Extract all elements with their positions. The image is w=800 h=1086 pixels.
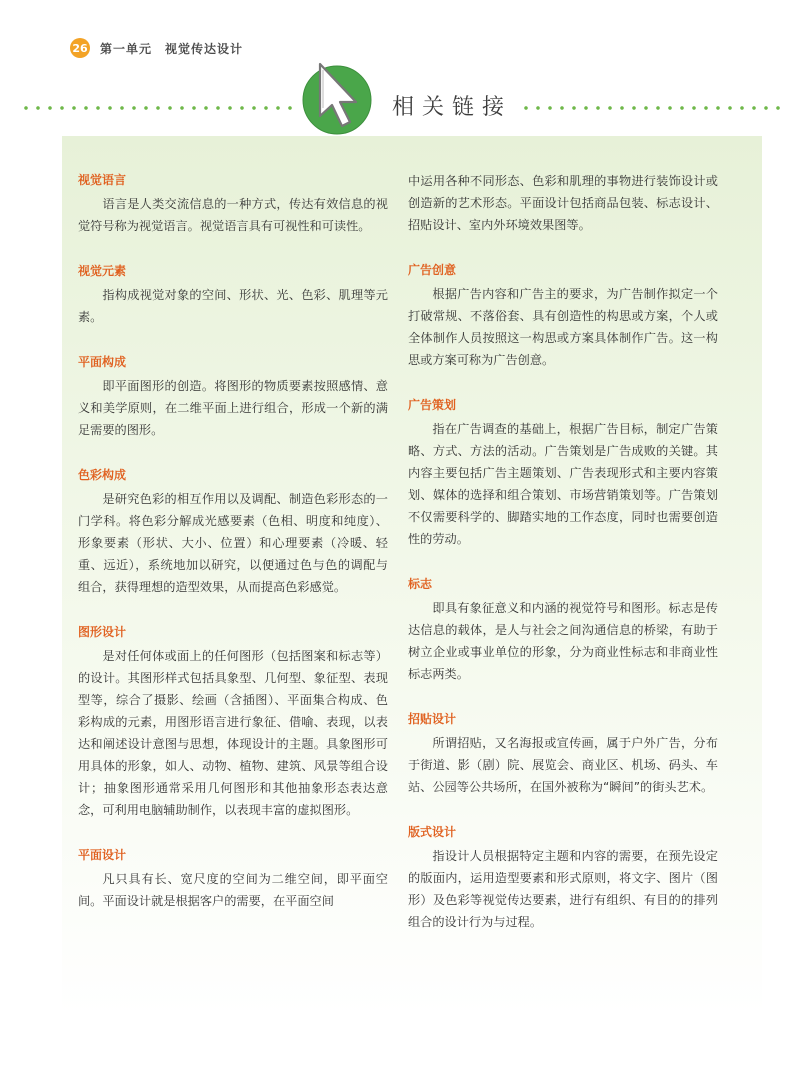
- term-plane-design: [78, 845, 388, 912]
- term-body: 指设计人员根据特定主题和内容的需要，在预先设定的版面内，运用造型要素和形式原则，将文字、图片（图形）及色彩等视觉传达要素，进行有组织、有目的的排列组合的设计行为与过程。: [408, 849, 718, 929]
- term-body: 指在广告调查的基础上，根据广告目标，制定广告策略、方式、方法的活动。广告策划是广告成败的关键。其内容主要包括广告主题策划、广告表现形式和主要内容策划、媒体的选择和组合策划、市场营销策划等。广告策划不仅需要科学的、脚踏实地的工作态度，同时也需要创造性的劳动。: [408, 422, 718, 546]
- term-body: 指构成视觉对象的空间、形状、光、色彩、肌理等元素。: [78, 288, 388, 324]
- term-visual-elements: [78, 261, 388, 328]
- term-body: 所谓招贴，又名海报或宣传画，属于户外广告，分布于街道、影（剧）院、展览会、商业区、机场、码头、车站、公园等公共场所，在国外被称为“瞬间”的街头艺术。: [408, 736, 718, 794]
- term-layout-design: [408, 822, 718, 933]
- term-title: 版式设计: [408, 825, 457, 839]
- term-title: 视觉语言: [78, 173, 127, 187]
- term-plane-design-continued: [408, 170, 718, 236]
- term-logo: [408, 574, 718, 685]
- term-title: 标志: [408, 577, 433, 591]
- term-body: 即具有象征意义和内涵的视觉符号和图形。标志是传达信息的载体，是人与社会之间沟通信息的桥梁，有助于树立企业或事业单位的形象，分为商业性标志和非商业性标志两类。: [408, 601, 718, 681]
- term-ad-planning: [408, 395, 718, 550]
- term-body: 根据广告内容和广告主的要求，为广告制作拟定一个打破常规、不落俗套、具有创造性的构思或方案，个人或全体制作人员按照这一构思或方案具体制作广告。这一构思或方案可称为广告创意。: [408, 287, 718, 367]
- term-body: 凡只具有长、宽尺度的空间为二维空间，即平面空间。平面设计就是根据客户的需要，在平面空间: [78, 872, 388, 908]
- term-body: 语言是人类交流信息的一种方式，传达有效信息的视觉符号称为视觉语言。视觉语言具有可视性和可读性。: [78, 197, 388, 233]
- term-title: 视觉元素: [78, 264, 127, 278]
- left-column: [78, 170, 388, 922]
- cursor-arrow-icon: [298, 58, 376, 136]
- term-body-continuation: 中运用各种不同形态、色彩和肌理的事物进行装饰设计或创造新的艺术形态。平面设计包括商品包装、标志设计、招贴设计、室内外环境效果图等。: [408, 174, 718, 232]
- term-title: 色彩构成: [78, 468, 127, 482]
- term-visual-language: [78, 170, 388, 237]
- term-title: 图形设计: [78, 625, 127, 639]
- term-color-composition: [78, 465, 388, 598]
- dotted-divider-right: [520, 105, 782, 111]
- page-header: [70, 37, 243, 59]
- unit-title: 第一单元 视觉传达设计: [100, 41, 244, 56]
- term-body: 是对任何体或面上的任何图形（包括图案和标志等）的设计。其图形样式包括具象型、几何型、象征型、表现型等，综合了摄影、绘画（含插图）、平面集合构成、色彩构成的元素，用图形语言进行象征、借喻、表现，以表达和阐述设计意图与思想，体现设计的主题。具象图形可用具体的形象，如人、动物、植物、建筑、风景等组合设计；抽象图形通常采用几何图形和其他抽象形态表达意念，可利用电脑辅助制作，以表现丰富的虚拟图形。: [78, 649, 388, 817]
- term-poster-design: [408, 709, 718, 798]
- term-title: 招贴设计: [408, 712, 457, 726]
- term-ad-creative: [408, 260, 718, 371]
- term-graphic-design: [78, 622, 388, 821]
- page-number: 26: [70, 38, 90, 58]
- term-plane-composition: [78, 352, 388, 441]
- term-title: 广告创意: [408, 263, 457, 277]
- dotted-divider-left: [20, 105, 298, 111]
- section-title: 相关链接: [392, 95, 513, 120]
- term-title: 广告策划: [408, 398, 457, 412]
- right-column: [408, 170, 718, 943]
- term-body: 即平面图形的创造。将图形的物质要素按照感情、意义和美学原则，在二维平面上进行组合，形成一个新的满足需要的图形。: [78, 379, 388, 437]
- term-title: 平面构成: [78, 355, 127, 369]
- term-body: 是研究色彩的相互作用以及调配、制造色彩形态的一门学科。将色彩分解成光感要素（色相、明度和纯度）、形象要素（形状、大小、位置）和心理要素（冷暖、轻重、远近），系统地加以研究，以便通过色与色的调配与组合，获得理想的造型效果，从而提高色彩感觉。: [78, 492, 388, 594]
- term-title: 平面设计: [78, 848, 127, 862]
